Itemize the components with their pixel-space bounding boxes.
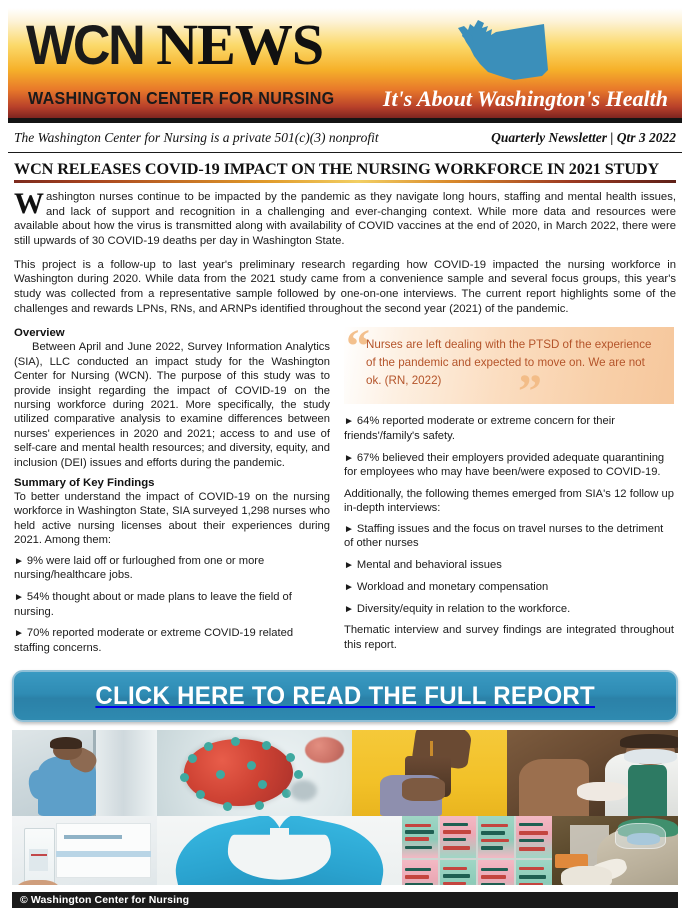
read-full-report-label: CLICK HERE TO READ THE FULL REPORT bbox=[95, 681, 595, 710]
copyright-text: © Washington Center for Nursing bbox=[20, 893, 190, 906]
photo-protect-essential-workers-posters bbox=[402, 816, 552, 885]
drop-cap: W bbox=[14, 187, 44, 221]
triangle-bullet-icon: ► bbox=[344, 581, 354, 593]
triangle-bullet-icon: ► bbox=[344, 603, 354, 615]
nonprofit-statement: The Washington Center for Nursing is a private 501(c)(3) nonprofit bbox=[14, 130, 379, 146]
headline-block bbox=[14, 160, 676, 183]
triangle-bullet-icon: ► bbox=[14, 555, 24, 567]
overview-body: Between April and June 2022, Survey Information Analytics (SIA), LLC conducted an impact study for the Washington Center for Nursing (WCN). The purpose of this study was to provide insight regarding the impact of COVID-19 on the nursing workforce during 2021. More specifically, the study utilized comparative analysis to examine differences between nurses' experiences in 2020 and 2021; access to and use of self-care and mental health resources; and diversity, equity, and inclusion (DEI) issues and efforts during the pandemic. bbox=[14, 341, 330, 469]
organization-name: WASHINGTON CENTER FOR NURSING bbox=[28, 88, 335, 108]
list-item bbox=[14, 590, 330, 619]
list-item bbox=[344, 414, 674, 443]
triangle-bullet-icon: ► bbox=[14, 591, 24, 603]
masthead-tagline: It's About Washington's Health bbox=[382, 86, 668, 111]
publication-logo bbox=[26, 12, 324, 77]
triangle-bullet-icon: ► bbox=[344, 523, 354, 535]
intro-paragraph-1 bbox=[14, 187, 676, 249]
washington-state-map-icon bbox=[444, 14, 552, 91]
info-bar bbox=[8, 123, 682, 153]
quote-close-icon: ” bbox=[518, 365, 542, 405]
footer-bar bbox=[12, 892, 678, 908]
list-item bbox=[344, 602, 674, 617]
logo-news-text: NEWS bbox=[156, 12, 324, 77]
photo-hand-sanitizer-yellow-background bbox=[352, 730, 507, 816]
photo-blue-gloved-hands-heart-shape bbox=[157, 816, 402, 885]
headline-gradient-rule bbox=[14, 180, 676, 183]
list-item-text: Diversity/equity in relation to the workforce. bbox=[356, 602, 571, 615]
list-item bbox=[14, 554, 330, 583]
photo-tired-nurse-in-scrubs bbox=[12, 730, 157, 816]
photo-collage bbox=[12, 730, 678, 885]
list-item-text: 9% were laid off or furloughed from one or more nursing/healthcare jobs. bbox=[14, 554, 265, 582]
list-item-text: Staffing issues and the focus on travel nurses to the detriment of other nurses bbox=[344, 522, 664, 550]
article-headline: WCN RELEASES COVID-19 IMPACT ON THE NURSING WORKFORCE IN 2021 STUDY bbox=[14, 160, 660, 179]
themes-intro: Additionally, the following themes emerged from SIA's 12 follow up in-depth interviews: bbox=[344, 487, 674, 515]
overview-heading: Overview bbox=[14, 327, 65, 340]
right-column bbox=[344, 327, 674, 662]
issue-label: Quarterly Newsletter | Qtr 3 2022 bbox=[491, 130, 676, 146]
triangle-bullet-icon: ► bbox=[344, 559, 354, 571]
photo-healthcare-worker-in-full-ppe bbox=[552, 816, 678, 885]
list-item-text: 54% thought about or made plans to leave the field of nursing. bbox=[14, 590, 292, 618]
list-item bbox=[344, 580, 674, 595]
list-item-text: Workload and monetary compensation bbox=[356, 580, 549, 593]
two-column-body bbox=[14, 327, 676, 662]
photo-covid-19-virus-particle-render bbox=[157, 730, 352, 816]
list-item bbox=[344, 522, 674, 551]
logo-wcn-text: WCN bbox=[26, 13, 144, 76]
left-column bbox=[14, 327, 330, 662]
masthead-banner bbox=[8, 8, 682, 118]
intro-paragraph-2: This project is a follow-up to last year's preliminary research regarding how COVID-19 impacted the nursing workforce in Washington during 2020. While data from the 2021 study came from a convenience sample and several focus groups, this year's study was collected from a representative sample followed by one-on-one interviews. The current report highlights some of the challenges and rewards LPNs, RNs, and ARNPs identified throughout the second year (2021) of the pandemic. bbox=[14, 258, 676, 315]
closing-note: Thematic interview and survey findings are integrated throughout this report. bbox=[344, 624, 674, 651]
list-item bbox=[14, 626, 330, 655]
pull-quote-text: Nurses are left dealing with the PTSD of the experience of the pandemic and expected to move on. We are not ok. (RN, 2022) bbox=[366, 338, 652, 388]
summary-heading: Summary of Key Findings bbox=[14, 476, 155, 489]
cta-container bbox=[12, 670, 678, 722]
photo-nurse-administering-vaccination bbox=[507, 730, 678, 816]
intro-paragraph-1-text: ashington nurses continue to be impacted by the pandemic as they navigate long hours, staffing and mental health issues, and lack of support and recognition in a challenging and ever-changing context. While more data and resources were available about how the virus is transmitted along with availability of COVID vaccines at the end of 2020, in March 2022, there were still upwards of 30 COVID-19 deaths per day in Washington State. bbox=[14, 191, 676, 248]
photo-covid-19-rapid-antigen-test-kit bbox=[12, 816, 157, 885]
list-item-text: 70% reported moderate or extreme COVID-19 related staffing concerns. bbox=[14, 626, 294, 654]
list-item bbox=[344, 558, 674, 573]
pull-quote bbox=[344, 327, 674, 404]
triangle-bullet-icon: ► bbox=[344, 452, 354, 464]
quote-open-icon: “ bbox=[346, 327, 370, 374]
list-item-text: 64% reported moderate or extreme concern for their friends'/family's safety. bbox=[344, 415, 615, 443]
list-item-text: Mental and behavioral issues bbox=[356, 558, 502, 571]
summary-body: To better understand the impact of COVID-19 on the nursing workforce in Washington State, SIA surveyed 1,298 nurses who held active nursing licenses about their experiences during 2021. Among them: bbox=[14, 490, 330, 547]
list-item-text: 67% believed their employers provided adequate quarantining for employees who may have been/were exposed to COVID-19. bbox=[344, 451, 665, 479]
intro-section bbox=[14, 187, 676, 325]
triangle-bullet-icon: ► bbox=[14, 627, 24, 639]
read-full-report-button[interactable] bbox=[12, 670, 678, 722]
triangle-bullet-icon: ► bbox=[344, 416, 354, 428]
list-item bbox=[344, 451, 674, 480]
